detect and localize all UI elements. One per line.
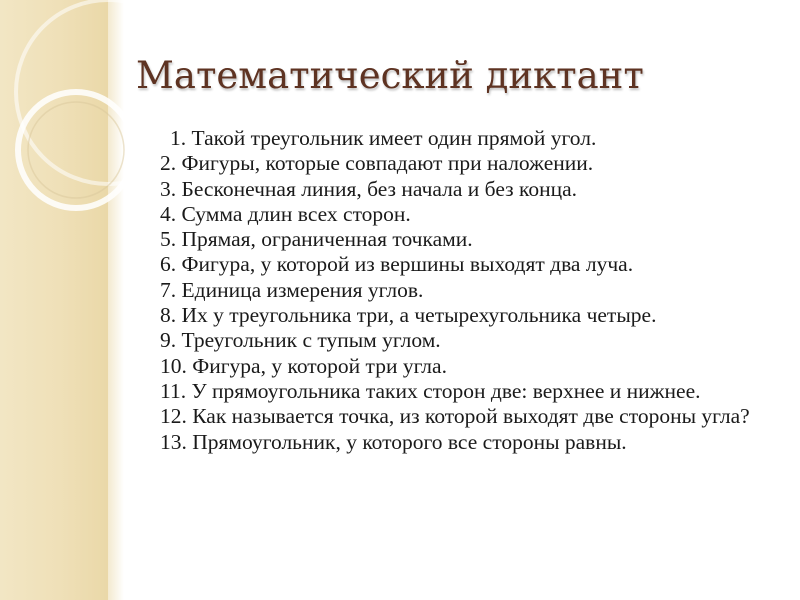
slide-title: Математический диктант <box>136 54 644 97</box>
dictation-item: 8. Их у треугольника три, а четырехугольника четыре. <box>160 303 657 328</box>
dictation-item: 10. Фигура, у которой три угла. <box>160 353 447 378</box>
dictation-list <box>160 126 770 455</box>
dictation-item: 13. Прямоугольник, у которого все стороны равны. <box>160 429 627 454</box>
dictation-item: 1. Такой треугольник имеет один прямой угол. <box>170 126 597 150</box>
dictation-item: 12. Как называется точка, из которой выходят две стороны угла? <box>160 404 750 429</box>
dictation-item: 11. У прямоугольника таких сторон две: верхнее и нижнее. <box>160 378 701 403</box>
dictation-item: 7. Единица измерения углов. <box>160 277 424 302</box>
dictation-item: 2. Фигуры, которые совпадают при наложении. <box>160 151 594 176</box>
dictation-item: 5. Прямая, ограниченная точками. <box>160 227 473 252</box>
dictation-item: 3. Бесконечная линия, без начала и без конца. <box>160 176 578 201</box>
dictation-item: 6. Фигура, у которой из вершины выходят два луча. <box>160 252 634 277</box>
dictation-item: 9. Треугольник с тупым углом. <box>160 328 441 353</box>
dictation-item: 4. Сумма длин всех сторон. <box>160 201 411 226</box>
